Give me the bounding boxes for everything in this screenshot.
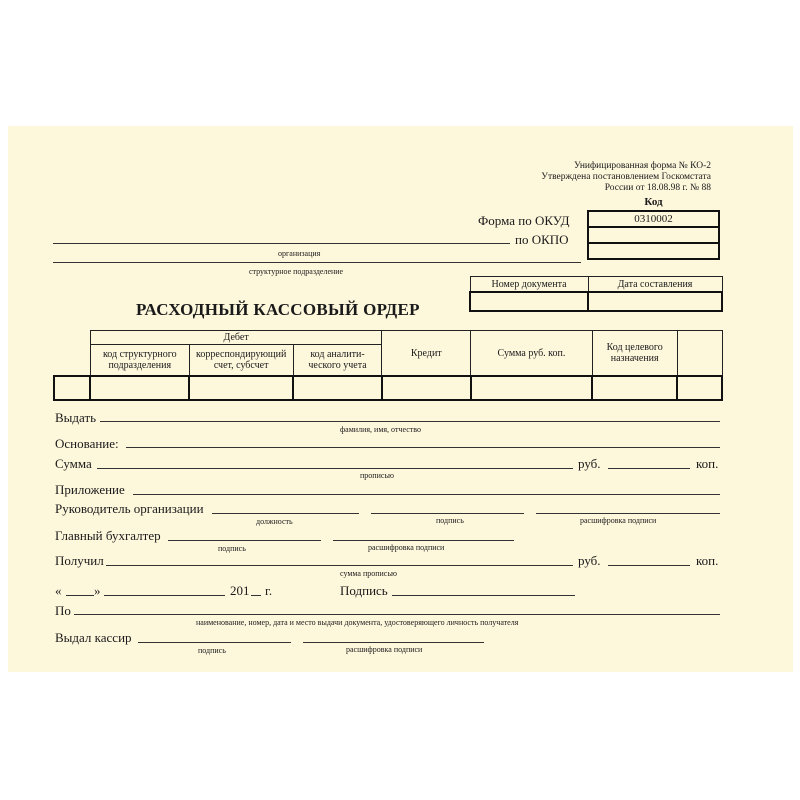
organization-line[interactable] bbox=[53, 243, 510, 244]
corr-account-header: корреспондирующий счет, субсчет bbox=[189, 345, 293, 377]
year-line[interactable] bbox=[251, 595, 261, 596]
form-number: Унифицированная форма № КО-2 bbox=[573, 161, 711, 171]
okud-code[interactable]: 0310002 bbox=[588, 211, 719, 227]
date-open-quote: « bbox=[55, 583, 62, 598]
kop-line[interactable] bbox=[608, 468, 690, 469]
chief-signature-line[interactable] bbox=[168, 540, 321, 541]
cashier-signature-line[interactable] bbox=[138, 642, 291, 643]
chief-decoding-caption: расшифровка подписи bbox=[368, 543, 445, 552]
chief-accountant-label: Главный бухгалтер bbox=[55, 528, 161, 543]
doc-number-header: Номер документа bbox=[470, 277, 588, 293]
sum-words-caption: сумма прописью bbox=[340, 569, 397, 578]
row-cell-unit-code[interactable] bbox=[90, 376, 189, 400]
doc-number-table bbox=[469, 276, 723, 312]
issue-label: Выдать bbox=[55, 410, 97, 425]
received-kop-line[interactable] bbox=[608, 565, 690, 566]
year-prefix: 201 bbox=[230, 583, 250, 598]
purpose-code-header: Код целевого назначения bbox=[592, 331, 677, 377]
received-sum-line[interactable] bbox=[106, 565, 573, 566]
sum-words-line[interactable] bbox=[97, 468, 573, 469]
kop-label: коп. bbox=[696, 456, 719, 471]
cashier-decoding-line[interactable] bbox=[303, 642, 484, 643]
head-decoding-caption: расшифровка подписи bbox=[580, 516, 657, 525]
okud-label: Форма по ОКУД bbox=[478, 213, 570, 228]
sum-header: Сумма руб. коп. bbox=[471, 331, 593, 377]
head-decoding-line[interactable] bbox=[536, 513, 720, 514]
credit-header: Кредит bbox=[382, 331, 471, 377]
doc-date-header: Дата составления bbox=[588, 277, 722, 293]
signature-label: Подпись bbox=[340, 583, 388, 598]
row-cell-extra[interactable] bbox=[677, 376, 722, 400]
attachment-label: Приложение bbox=[55, 482, 125, 497]
received-rub-label: руб. bbox=[578, 553, 601, 568]
extra-header-cell bbox=[677, 331, 722, 377]
code-header: Код bbox=[588, 195, 719, 211]
code-table bbox=[587, 195, 720, 260]
doc-number-field[interactable] bbox=[470, 292, 588, 311]
cashier-signature-caption: подпись bbox=[198, 646, 226, 655]
row-cell-blank[interactable] bbox=[54, 376, 90, 400]
organization-caption: организация bbox=[278, 249, 321, 258]
head-position-line[interactable] bbox=[212, 513, 359, 514]
sum-label: Сумма bbox=[55, 456, 92, 471]
department-line[interactable] bbox=[53, 262, 581, 263]
row-cell-analytic-code[interactable] bbox=[293, 376, 382, 400]
okpo-label: по ОКПО bbox=[515, 232, 569, 247]
head-label: Руководитель организации bbox=[55, 501, 204, 516]
cashier-decoding-caption: расшифровка подписи bbox=[346, 645, 423, 654]
okpo-code[interactable] bbox=[588, 227, 719, 243]
position-caption: должность bbox=[256, 517, 293, 526]
received-signature-line[interactable] bbox=[392, 595, 575, 596]
blank-header-cell bbox=[54, 331, 90, 377]
row-cell-corr-account[interactable] bbox=[189, 376, 293, 400]
month-line[interactable] bbox=[104, 595, 225, 596]
cashier-label: Выдал кассир bbox=[55, 630, 132, 645]
issue-caption: фамилия, имя, отчество bbox=[340, 425, 421, 434]
code-extra-cell[interactable] bbox=[588, 243, 719, 259]
basis-line[interactable] bbox=[126, 447, 720, 448]
received-label: Получил bbox=[55, 553, 104, 568]
approval-date: России от 18.08.98 г. № 88 bbox=[604, 183, 711, 193]
date-close-quote: » bbox=[94, 583, 101, 598]
approval-note: Утверждена постановлением Госкомстата bbox=[541, 172, 711, 182]
id-document-caption: наименование, номер, дата и место выдачи документа, удостоверяющего личность получателя bbox=[196, 618, 519, 627]
id-document-line[interactable] bbox=[74, 614, 720, 615]
attachment-line[interactable] bbox=[133, 494, 720, 495]
department-caption: структурное подразделение bbox=[249, 267, 344, 276]
page-title: РАСХОДНЫЙ КАССОВЫЙ ОРДЕР bbox=[136, 300, 420, 319]
head-signature-caption: подпись bbox=[436, 516, 464, 525]
year-suffix: г. bbox=[265, 583, 273, 598]
day-line[interactable] bbox=[66, 595, 94, 596]
doc-date-field[interactable] bbox=[588, 292, 722, 311]
sum-caption: прописью bbox=[360, 471, 395, 480]
received-kop-label: коп. bbox=[696, 553, 719, 568]
analytic-code-header: код аналити- ческого учета bbox=[293, 345, 382, 377]
main-table bbox=[53, 330, 723, 401]
debit-header: Дебет bbox=[90, 331, 382, 345]
chief-decoding-line[interactable] bbox=[333, 540, 514, 541]
row-cell-sum[interactable] bbox=[471, 376, 593, 400]
row-cell-credit[interactable] bbox=[382, 376, 471, 400]
rub-label: руб. bbox=[578, 456, 601, 471]
head-signature-line[interactable] bbox=[371, 513, 524, 514]
unit-code-header: код структурного подразделения bbox=[90, 345, 189, 377]
chief-signature-caption: подпись bbox=[218, 544, 246, 553]
basis-label: Основание: bbox=[55, 436, 119, 451]
row-cell-purpose-code[interactable] bbox=[592, 376, 677, 400]
by-label: По bbox=[55, 603, 71, 618]
issue-line[interactable] bbox=[100, 421, 720, 422]
